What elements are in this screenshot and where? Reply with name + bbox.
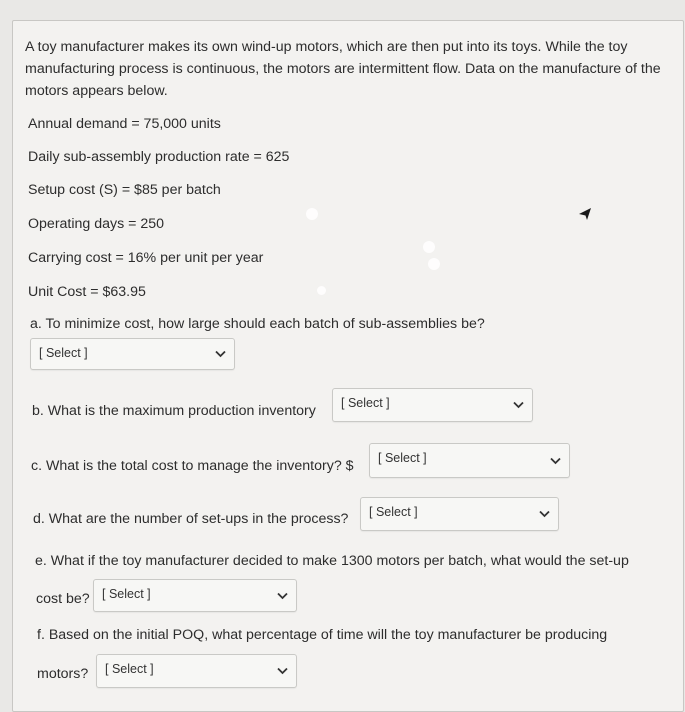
question-b: b. What is the maximum production inventory xyxy=(32,403,316,419)
answer-d-select[interactable] xyxy=(360,497,559,531)
problem-intro: A toy manufacturer makes its own wind-up motors, which are then put into its toys. While the toy manufacturing process is continuous, the motors are intermittent flow. Data on the manufacture of the motors appears below. xyxy=(25,39,661,99)
answer-b-select-value: [ Select ] xyxy=(341,396,390,410)
fact-carrying-cost: Carrying cost = 16% per unit per year xyxy=(28,250,264,266)
question-d: d. What are the number of set-ups in the process? xyxy=(33,511,349,527)
answer-f-select-value: [ Select ] xyxy=(105,662,154,676)
answer-c-select[interactable] xyxy=(369,443,570,478)
chevron-down-icon xyxy=(215,350,226,358)
question-f-line1: f. Based on the initial POQ, what percentage of time will the toy manufacturer be producing xyxy=(37,627,608,643)
question-e-line2: cost be? xyxy=(36,591,90,607)
fact-operating-days: Operating days = 250 xyxy=(28,216,165,232)
question-a: a. To minimize cost, how large should each batch of sub-assemblies be? xyxy=(30,316,485,332)
answer-c-select-value: [ Select ] xyxy=(378,451,427,465)
glare-spot xyxy=(317,286,326,295)
glare-spot xyxy=(306,208,318,220)
answer-f-select[interactable] xyxy=(96,654,297,688)
mouse-cursor-icon xyxy=(578,206,592,222)
question-f-line2: motors? xyxy=(37,666,89,682)
question-e-line1: e. What if the toy manufacturer decided to make 1300 motors per batch, what would the set-up xyxy=(35,553,629,569)
fact-unit-cost: Unit Cost = $63.95 xyxy=(28,284,146,300)
chevron-down-icon xyxy=(513,401,524,409)
answer-b-select[interactable] xyxy=(332,388,533,422)
fact-setup-cost: Setup cost (S) = $85 per batch xyxy=(28,182,221,198)
glare-spot xyxy=(428,258,440,270)
answer-e-select-value: [ Select ] xyxy=(102,587,151,601)
answer-d-select-value: [ Select ] xyxy=(369,505,418,519)
answer-a-select-value: [ Select ] xyxy=(39,346,88,360)
question-c: c. What is the total cost to manage the inventory? $ xyxy=(31,458,354,474)
chevron-down-icon xyxy=(550,457,561,465)
fact-annual-demand: Annual demand = 75,000 units xyxy=(28,116,221,132)
answer-e-select[interactable] xyxy=(93,579,297,612)
chevron-down-icon xyxy=(539,510,550,518)
glare-spot xyxy=(423,241,435,253)
chevron-down-icon xyxy=(277,667,288,675)
fact-production-rate: Daily sub-assembly production rate = 625 xyxy=(28,149,290,165)
answer-a-select[interactable] xyxy=(30,338,235,370)
chevron-down-icon xyxy=(277,592,288,600)
